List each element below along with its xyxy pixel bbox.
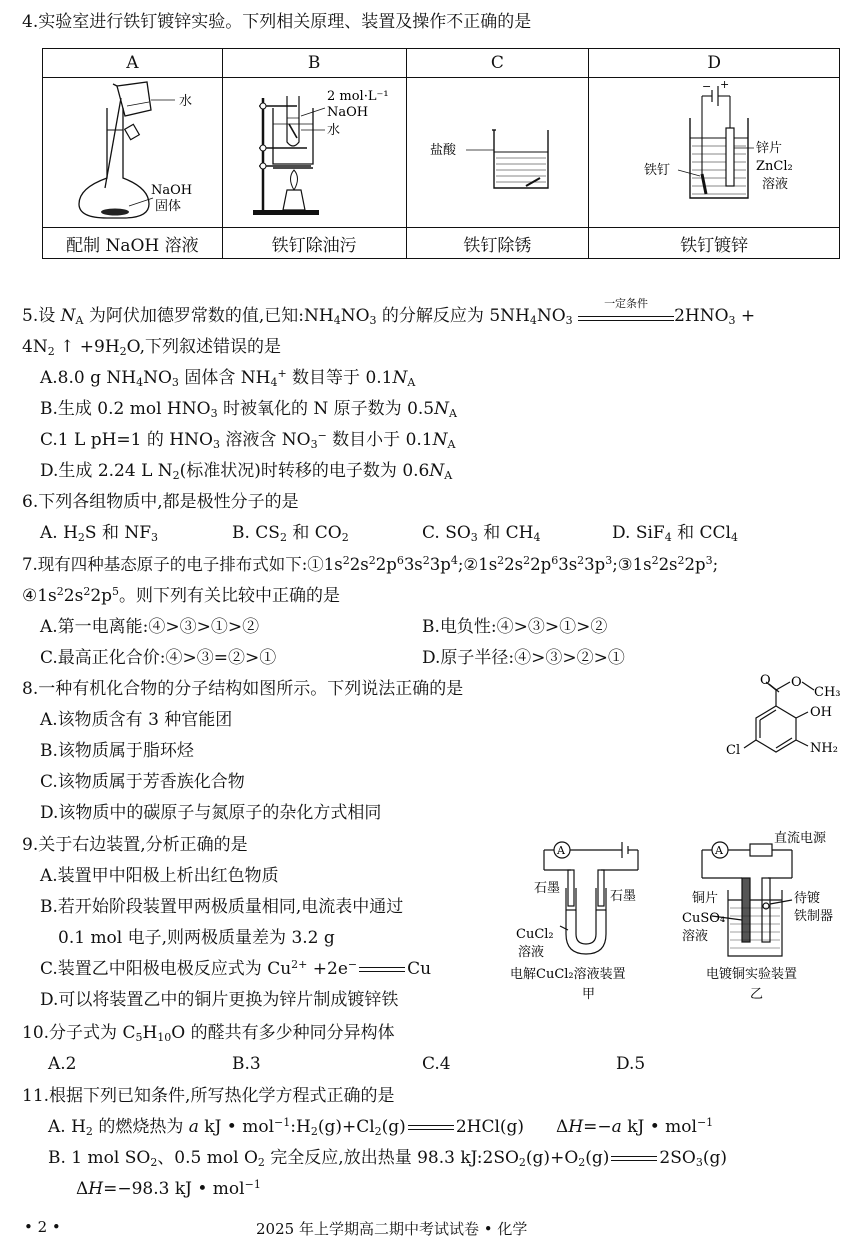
fig-d-solution: 溶液 — [762, 177, 789, 192]
fig-d-nail: 铁钉 — [644, 163, 671, 178]
q10-option-b: B.3 — [232, 1054, 261, 1074]
mol-o2: O — [791, 675, 802, 690]
q11-stem: 11.根据下列已知条件,所写热化学方程式正确的是 — [22, 1086, 395, 1106]
q9-option-d: D.可以将装置乙中的铜片更换为锌片制成镀锌铁 — [40, 990, 399, 1010]
q8-stem: 8.一种有机化合物的分子结构如图所示。下列说法正确的是 — [22, 679, 464, 699]
q10-option-a: A.2 — [48, 1054, 77, 1074]
fig-b-water: 水 — [327, 123, 341, 138]
jia-ammeter: A — [557, 844, 565, 857]
q7-stem-cont: $④1s^22s^22p^5$。则下列有关比较中正确的是 — [22, 585, 341, 606]
jia-label: 甲 — [582, 987, 596, 1002]
fig-c-acid: 盐酸 — [430, 143, 457, 158]
fig-a-water: 水 — [179, 94, 193, 109]
fig-b-concentration: 2 mol·L⁻¹ — [327, 89, 389, 104]
label-d: 铁钉镀锌 — [589, 228, 840, 259]
q10-option-c: C.4 — [422, 1054, 451, 1074]
header-b: B — [222, 49, 406, 78]
q8-option-b: B.该物质属于脂环烃 — [40, 741, 194, 761]
q8-option-c: C.该物质属于芳香族化合物 — [40, 772, 245, 792]
q7-option-c: C.最高正化合价:④>③=②>① — [40, 648, 277, 668]
mol-cl: Cl — [726, 743, 741, 758]
experiment-table — [42, 48, 840, 259]
q6-option-a: A. $H_2S$ 和 $NF_3$ — [40, 523, 159, 544]
yi-ammeter: A — [715, 844, 723, 857]
jia-cucl2: CuCl₂ — [516, 927, 554, 942]
jia-solution: 溶液 — [518, 945, 545, 960]
q5-stem-cont: $4N_2$ ↑ $+9H_2O$,下列叙述错误的是 — [22, 337, 281, 358]
exam-title: 2025 年上学期高二期中考试试卷 • 化学 — [256, 1220, 528, 1238]
fig-b-naoh: NaOH — [327, 105, 369, 120]
q9-option-b-cont: 0.1 mol 电子,则两极质量差为 3.2 g — [58, 928, 335, 948]
molecule-structure — [722, 674, 850, 766]
q5-option-d: D.生成 2.24 L $N_2$(标准状况)时转移的电子数为 $0.6N_A$ — [40, 461, 453, 482]
figure-d-electroplating — [589, 78, 840, 228]
q9-option-a: A.装置甲中阳极上析出红色物质 — [40, 866, 279, 886]
q6-option-d: D. SiF$_4$ 和 CCl$_4$ — [612, 523, 738, 544]
q7-stem: 7.现有四种基态原子的电子排布式如下$:①1s^22s^22p^63s^23p^4;②1s^22s^22p^63s^23p^3;③1s^22s^22p^3$; — [22, 554, 719, 574]
q6-option-b: B. $CS_2$ 和 $CO_2$ — [232, 523, 349, 544]
fig-a-naoh: NaOH — [151, 183, 193, 198]
q9-option-c: C.装置乙中阳极电极反应式为 $Cu^{2+} +2e^-$ Cu — [40, 958, 432, 979]
header-d: D — [589, 49, 840, 78]
svg-text:+: + — [720, 78, 730, 91]
q6-option-c: C. $SO_3$ 和 $CH_4$ — [422, 523, 541, 544]
q10-stem: 10.分子式为 $C_5H_{10}O$ 的醛共有多少种同分异构体 — [22, 1023, 395, 1044]
q5-option-c: C.1 L pH=1 的 $HNO_3$ 溶液含 $NO_3^-$ 数目小于 $0.1N_A$ — [40, 429, 456, 451]
yi-cuso4: CuSO₄ — [682, 911, 726, 926]
jia-graphite-right: 石墨 — [610, 889, 637, 904]
header-a: A — [43, 49, 223, 78]
q9-option-b: B.若开始阶段装置甲两极质量相同,电流表中通过 — [40, 897, 404, 917]
page-number: • 2 • — [24, 1218, 61, 1236]
q4-stem: 4.实验室进行铁钉镀锌实验。下列相关原理、装置及操作不正确的是 — [22, 12, 532, 32]
q9-stem: 9.关于右边装置,分析正确的是 — [22, 835, 248, 855]
q6-stem: 6.下列各组物质中,都是极性分子的是 — [22, 492, 299, 512]
q5-option-a: A.8.0 g $NH_4NO_3$ 固体含 $NH_4^+$ 数目等于 $0.1N_A$ — [40, 367, 416, 389]
fig-d-zncl2: ZnCl₂ — [756, 159, 793, 174]
electrolysis-figures — [506, 830, 846, 1010]
jia-graphite-left: 石墨 — [534, 881, 561, 896]
yi-power: 直流电源 — [774, 831, 827, 846]
fig-a-solid: 固体 — [155, 199, 182, 214]
yi-copper: 铜片 — [692, 891, 719, 906]
figure-c-beaker — [406, 78, 589, 228]
fig-d-zinc: 锌片 — [756, 141, 783, 156]
figure-b-heating-setup — [222, 78, 406, 228]
mol-oh: OH — [810, 705, 832, 720]
q7-option-a: A.第一电离能:④>③>①>② — [40, 617, 260, 637]
q8-option-d: D.该物质中的碳原子与氮原子的杂化方式相同 — [40, 803, 382, 823]
q5-option-b: B.生成 0.2 mol $HNO_3$ 时被氧化的 N 原子数为 $0.5N_A$ — [40, 399, 457, 420]
yi-solution: 溶液 — [682, 929, 709, 944]
q7-option-d: D.原子半径:④>③>②>① — [422, 648, 625, 668]
svg-text:−: − — [702, 80, 712, 93]
yi-iron: 铁制器 — [794, 909, 834, 924]
label-b: 铁钉除油污 — [222, 228, 406, 259]
header-c: C — [406, 49, 589, 78]
q8-option-a: A.该物质含有 3 种官能团 — [40, 710, 233, 730]
jia-caption: 电解CuCl₂溶液装置 — [510, 967, 626, 982]
yi-label: 乙 — [750, 987, 764, 1002]
q11-option-a: A. $H_2$ 的燃烧热为 a kJ • $mol^{-1}:H_2(g)+Cl_2(g)$ 2HCl(g) ΔH=−a kJ • mol$^{-1}$ — [48, 1116, 714, 1138]
label-c: 铁钉除锈 — [406, 228, 589, 259]
q10-option-d: D.5 — [616, 1054, 646, 1074]
mol-nh2: NH₂ — [810, 741, 838, 756]
q7-option-b: B.电负性:④>③>①>② — [422, 617, 608, 637]
figure-a-volumetric-flask — [43, 78, 223, 228]
label-a: 配制 NaOH 溶液 — [43, 228, 223, 259]
q11-option-b-cont: ΔH=−98.3 kJ • mol$^{-1}$ — [76, 1178, 261, 1199]
yi-caption: 电镀铜实验装置 — [706, 967, 798, 982]
q5-condition: 一定条件 — [604, 297, 649, 310]
q11-option-b: B. 1 mol $SO_2$、0.5 mol $O_2$ 完全反应,放出热量 98.3 $kJ:2SO_2(g)+O_2(g)$ $2SO_3(g)$ — [48, 1148, 727, 1169]
mol-o1: O — [760, 674, 771, 688]
q5-stem: 5.设 $N_A$ 为阿伏加德罗常数的值,已知$:NH_4NO_3$ 的分解反应为 $5NH_4NO_3$ 一定条件 $2HNO_3$ + — [22, 304, 755, 328]
mol-ch3: CH₃ — [814, 685, 841, 700]
yi-plated: 待镀 — [794, 891, 821, 906]
